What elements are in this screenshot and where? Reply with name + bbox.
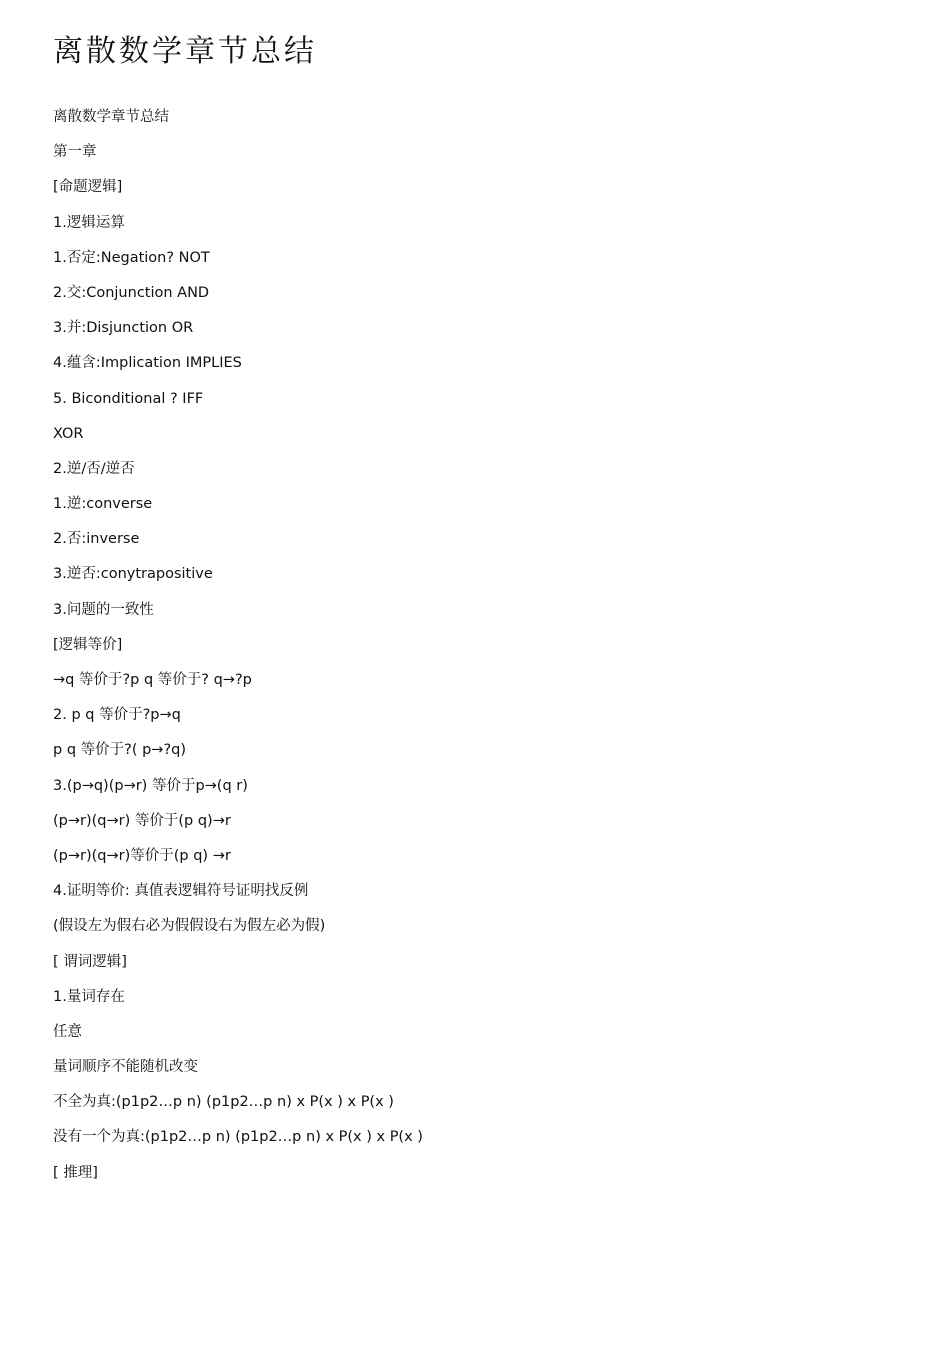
document-line: 2. p q 等价于?p→q xyxy=(53,707,181,724)
document-line: 3.问题的一致性 xyxy=(53,601,154,618)
document-line: (p→r)(q→r)等价于(p q) →r xyxy=(53,847,231,864)
document-line: 1.否定:Negation? NOT xyxy=(53,249,210,266)
document-line: [命题逻辑] xyxy=(53,179,123,196)
document-title: 离散数学章节总结 xyxy=(53,34,317,69)
document-line: 4.蕴含:Implication IMPLIES xyxy=(53,355,242,372)
document-line: 2.交:Conjunction AND xyxy=(53,284,210,301)
document-line: [ 谓词逻辑] xyxy=(53,953,127,970)
document-line: XOR xyxy=(53,425,84,442)
document-line: (p→r)(q→r) 等价于(p q)→r xyxy=(53,812,231,829)
document-line: 第一章 xyxy=(53,144,97,161)
document-line: [ 推理] xyxy=(53,1164,98,1181)
document-line: 1.量词存在 xyxy=(53,988,125,1005)
document-line: 3.(p→q)(p→r) 等价于p→(q r) xyxy=(53,777,248,794)
document-body xyxy=(53,105,423,1196)
document-line: 3.并:Disjunction OR xyxy=(53,320,194,337)
document-line: 3.逆否:conytrapositive xyxy=(53,566,213,583)
document-line: 离散数学章节总结 xyxy=(53,109,169,125)
document-line: →q 等价于?p q 等价于? q→?p xyxy=(53,672,252,688)
document-line: 1.逆:converse xyxy=(53,496,153,513)
document-line: 5. Biconditional ? IFF xyxy=(53,390,204,407)
document-line: (假设左为假右必为假假设右为假左必为假) xyxy=(53,918,326,935)
document-line: 任意 xyxy=(53,1023,82,1040)
document-line: 没有一个为真:(p1p2…p n) (p1p2…p n) x P(x ) x P(x ) xyxy=(53,1129,423,1146)
document-line: 2.逆/否/逆否 xyxy=(53,460,135,477)
document-line: 量词顺序不能随机改变 xyxy=(53,1059,198,1076)
document-line: 4.证明等价: 真值表逻辑符号证明找反例 xyxy=(53,883,309,900)
document-line: 2.否:inverse xyxy=(53,531,140,548)
document-line: [逻辑等价] xyxy=(53,636,123,653)
document-line: 1.逻辑运算 xyxy=(53,214,125,231)
document-line: p q 等价于?( p→?q) xyxy=(53,742,186,759)
document-line: 不全为真:(p1p2…p n) (p1p2…p n) x P(x ) x P(x ) xyxy=(53,1094,394,1111)
